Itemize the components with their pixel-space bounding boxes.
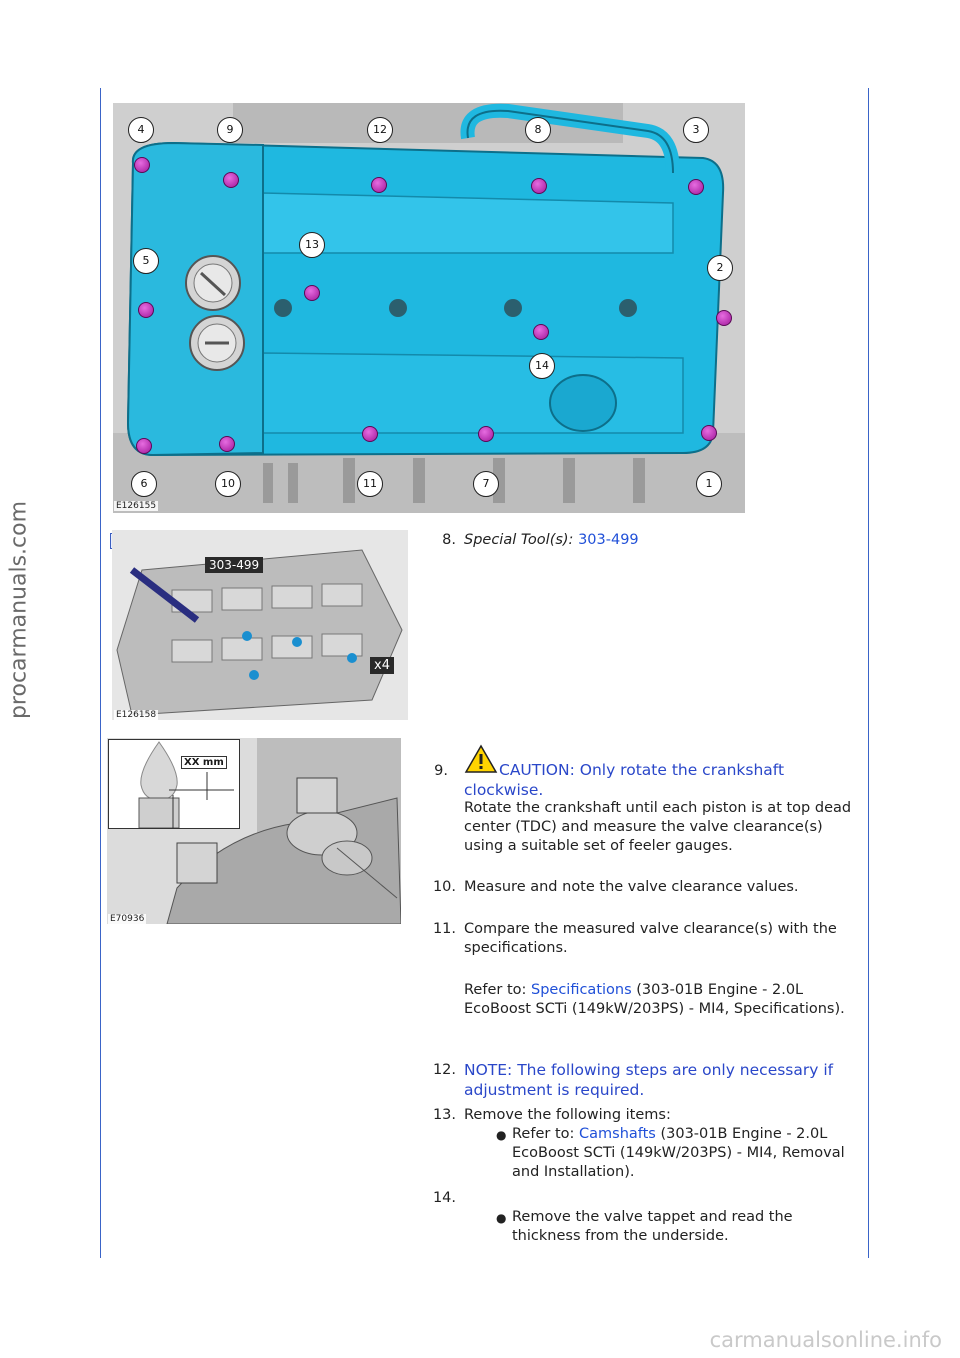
bolt-marker: [531, 178, 547, 194]
step-number: 12.: [432, 1062, 456, 1078]
bolt-marker: [478, 426, 494, 442]
callout-number: 3: [683, 117, 709, 143]
bolt-marker: [716, 310, 732, 326]
step-number: 13.: [432, 1107, 456, 1123]
tool-303-499-link[interactable]: 303-499: [578, 532, 639, 548]
bolt-marker: [688, 179, 704, 195]
bolt-marker: [134, 157, 150, 173]
callout-number: 13: [299, 232, 325, 258]
specifications-link[interactable]: Specifications: [531, 982, 632, 998]
callout-number: 1: [696, 471, 722, 497]
step-10-text: Measure and note the valve clearance values.: [464, 879, 799, 895]
callout-number: 2: [707, 255, 733, 281]
callout-number: 14: [529, 353, 555, 379]
bolt-marker: [223, 172, 239, 188]
camshafts-link[interactable]: Camshafts: [579, 1126, 656, 1142]
inset-detail: [108, 739, 240, 829]
bolt-marker: [136, 438, 152, 454]
step-13-reference: Refer to: Camshafts (303-01B Engine - 2.0L EcoBoost SCTi (149kW/203PS) - MI4, Removal and Installation).: [512, 1126, 845, 1180]
step-number: 11.: [432, 921, 456, 937]
quantity-label: x4: [370, 657, 394, 674]
bottom-watermark: carmanualsonline.info: [709, 1328, 942, 1352]
inset-illustration: [109, 740, 239, 828]
figure-code: E126155: [116, 501, 157, 511]
callout-number: 7: [473, 471, 499, 497]
figure-special-tool: [112, 530, 408, 720]
step-14-bullet-text: Remove the valve tappet and read the thickness from the underside.: [512, 1209, 793, 1244]
bolt-marker: [362, 426, 378, 442]
step-number: 8.: [442, 532, 456, 548]
figure-code: E70936: [110, 914, 145, 924]
inset-label: XX mm: [181, 756, 227, 769]
step-13-text: Remove the following items:: [464, 1107, 671, 1123]
step-11-text: Compare the measured valve clearance(s) with the specifications.: [464, 921, 837, 956]
figure-feeler-gauge: [107, 738, 401, 924]
bolt-marker: [701, 425, 717, 441]
tool-label: 303-499: [205, 557, 263, 573]
callout-number: 6: [131, 471, 157, 497]
step-11-reference: Refer to: Specifications (303-01B Engine - 2.0L EcoBoost SCTi (149kW/203PS) - MI4, Specifications).: [464, 982, 845, 1017]
note-text: NOTE: The following steps are only necessary if adjustment is required.: [464, 1061, 834, 1099]
figure-code: E126158: [116, 710, 157, 720]
bolt-marker: [533, 324, 549, 340]
callout-number: 4: [128, 117, 154, 143]
step-9-text: Rotate the crankshaft until each piston is at top dead center (TDC) and measure the valve clearance(s) using a suitable set of feeler gauges.: [464, 800, 852, 854]
bolt-marker: [219, 436, 235, 452]
bolt-marker: [371, 177, 387, 193]
bullet-dot: ●: [496, 1211, 507, 1225]
callout-number: 11: [357, 471, 383, 497]
callout-number: 9: [217, 117, 243, 143]
callout-number: 10: [215, 471, 241, 497]
special-tool-label: Special Tool(s):: [464, 532, 574, 548]
step-number: 14.: [432, 1190, 456, 1206]
callout-number: 12: [367, 117, 393, 143]
step-8-text: [464, 531, 639, 550]
step-number: 9.: [434, 763, 448, 779]
callout-number: 5: [133, 248, 159, 274]
callout-number: 8: [525, 117, 551, 143]
step-number: 10.: [432, 879, 456, 895]
bolt-marker: [138, 302, 154, 318]
bolt-marker: [304, 285, 320, 301]
figure-valve-cover-bolt-sequence: [113, 103, 745, 513]
caution-text: CAUTION: Only rotate the crankshaft clockwise.: [464, 761, 785, 799]
engine-cover-illustration: [113, 103, 745, 513]
side-watermark: procarmanuals.com: [6, 500, 32, 720]
right-margin-rule: [868, 88, 869, 1258]
left-margin-rule: [100, 88, 101, 1258]
bullet-dot: ●: [496, 1128, 507, 1142]
